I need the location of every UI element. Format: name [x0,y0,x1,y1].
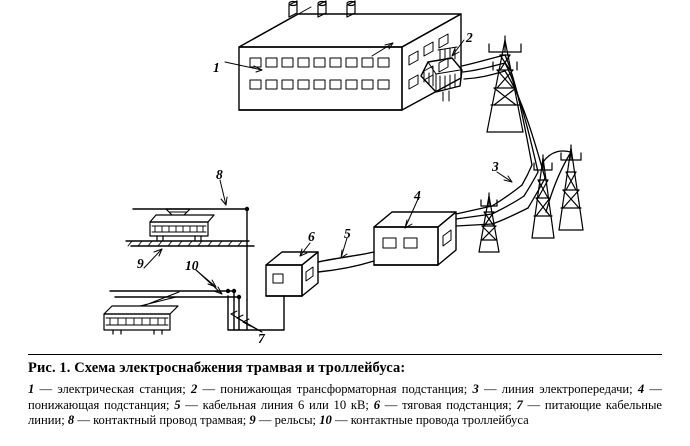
legend-text: — питающие кабельные линии; [28,397,662,428]
legend-number: 7 [516,397,523,412]
figure-legend [28,382,662,429]
legend-text: — кабельная линия 6 или 10 кВ; [180,397,374,412]
callout-5: 5 [344,226,351,241]
legend-number: 5 [174,397,181,412]
callout-7: 7 [258,331,265,346]
legend-number: 2 [190,382,198,396]
tram-rails [126,241,254,246]
callout-9: 9 [137,256,144,271]
legend-number: 9 [249,413,256,428]
callout-6: 6 [308,229,315,244]
legend-number: 3 [472,382,479,396]
legend-number: 8 [67,413,75,428]
legend-text: — контактный провод трамвая; [74,413,250,428]
callout-4: 4 [414,188,421,203]
callout-3: 3 [492,159,499,174]
transmission-pylon-right [559,145,583,230]
step-down-substation-building [374,212,456,265]
legend-number: 10 [319,413,332,428]
transmission-pylon [487,36,523,132]
feeder-cable-lines [228,296,284,330]
legend-text: — понижающая трансформаторная подстанция; [197,382,473,396]
overhead-transmission-line [462,55,571,224]
tram-car [150,209,214,240]
step-down-transformer-substation [421,47,462,101]
callout-10: 10 [185,258,199,273]
callout-2: 2 [466,30,473,45]
legend-text: — линия электропередачи; [478,382,638,396]
figure-caption [0,350,690,446]
callout-8: 8 [216,167,223,182]
legend-text: — понижающая подстанция; [28,382,662,412]
legend-number: 6 [373,397,380,412]
traction-substation-building [266,252,318,296]
legend-text: — электрическая станция; [34,382,191,396]
figure-title: Рис. 1. Схема электроснабжения трамвая и троллейбуса: [28,360,406,376]
legend-text: — рельсы; [255,413,320,428]
legend-number: 1 [28,382,35,396]
power-station-building [239,1,461,110]
legend-text: — контактные провода троллейбуса [331,413,529,428]
callout-1: 1 [213,60,220,75]
legend-text: — тяговая подстанция; [379,397,517,412]
legend-number: 4 [637,382,645,396]
caption-divider [28,354,662,355]
trolleybus [104,292,179,334]
